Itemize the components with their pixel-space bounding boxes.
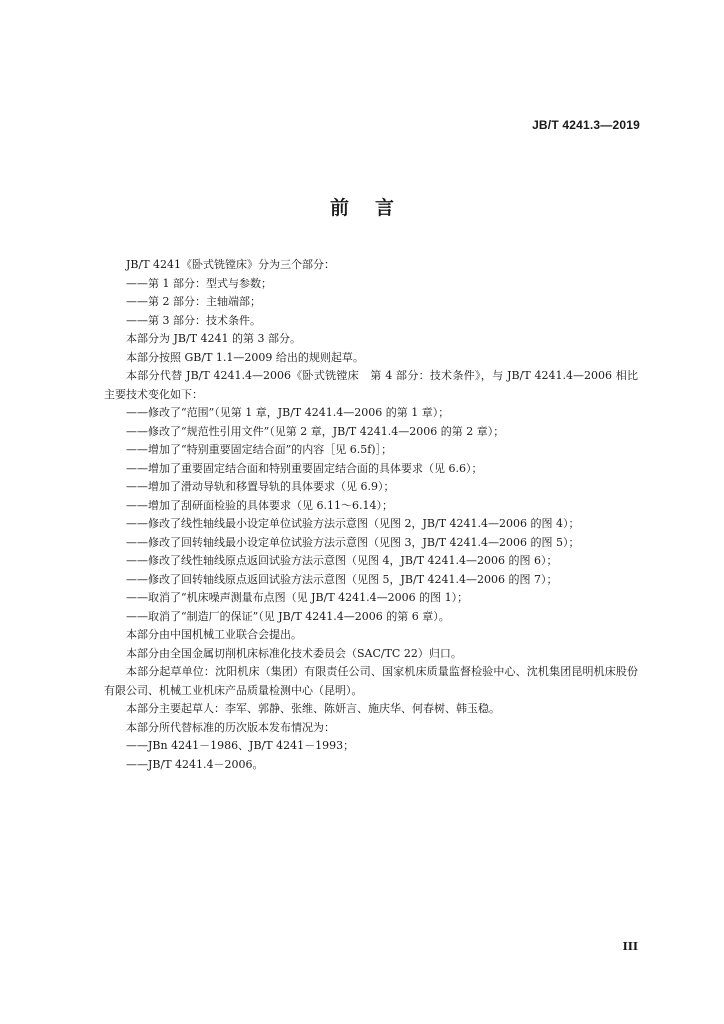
paragraph-this-part: 本部分为 JB/T 4241 的第 3 部分。: [126, 332, 302, 345]
list-item-change: ——取消了“机床噪声测量布点图（见 JB/T 4241.4—2006 的图 1）；: [126, 591, 469, 604]
list-item-part-2: ——第 2 部分：主轴端部；: [126, 295, 261, 308]
list-item-change: ——修改了“范围”（见第 1 章，JB/T 4241.4—2006 的第 1 章）；: [126, 406, 450, 419]
paragraph-administered-by: 本部分由全国金属切削机床标准化技术委员会（SAC/TC 22）归口。: [126, 646, 462, 660]
list-item-part-1: ——第 1 部分：型式与参数；: [126, 276, 272, 290]
list-item-change: ——增加了重要固定结合面和特别重要固定结合面的具体要求（见 6.6）；: [126, 461, 483, 475]
paragraph-proposed-by: 本部分由中国机械工业联合会提出。: [126, 628, 302, 641]
paragraph-drafting-units: 本部分起草单位：沈阳机床（集团）有限责任公司、国家机床质量监督检验中心、沈机集团昆明机床股份有限公司、机械工业机床产品质量检测中心（昆明）。: [104, 665, 638, 697]
page-number: III: [622, 940, 638, 953]
list-item-change: ——修改了线性轴线最小设定单位试验方法示意图（见图 2，JB/T 4241.4—2006 的图 4）；: [126, 517, 580, 530]
list-item-change: ——增加了刮研面检验的具体要求（见 6.11～6.14）；: [126, 498, 393, 512]
paragraph-drafters: 本部分主要起草人：李军、郭静、张维、陈妍言、施庆华、何春树、韩玉稳。: [126, 702, 500, 715]
list-item-change: ——修改了回转轴线原点返回试验方法示意图（见图 5，JB/T 4241.4—2006 的图 7）；: [126, 572, 558, 586]
list-item-change: ——修改了线性轴线原点返回试验方法示意图（见图 4，JB/T 4241.4—2006 的图 6）；: [126, 554, 558, 567]
standard-code-header: JB/T 4241.3—2019: [532, 118, 640, 132]
paragraph-history-intro: 本部分所代替标准的历次版本发布情况为：: [126, 720, 335, 734]
paragraph-drafting-rules: 本部分按照 GB/T 1.1—2009 给出的规则起草。: [126, 350, 364, 364]
paragraph-parts-intro: JB/T 4241《卧式铣镗床》分为三个部分：: [126, 258, 336, 271]
list-item-change: ——增加了滑动导轨和移置导轨的具体要求（见 6.9）；: [126, 480, 395, 493]
page-title: 前言: [329, 197, 420, 219]
paragraph-replaces: 本部分代替 JB/T 4241.4—2006《卧式铣镗床 第 4 部分：技术条件》，与 JB/T 4241.4—2006 相比主要技术变化如下：: [104, 369, 638, 401]
list-item-change: ——增加了“特别重要固定结合面”的内容［见 6.5f)］；: [126, 443, 393, 456]
foreword-body: [104, 256, 638, 774]
list-item-part-3: ——第 3 部分：技术条件。: [126, 313, 261, 327]
list-item-history: ——JBn 4241－1986、JB/T 4241－1993；: [126, 739, 355, 752]
list-item-history: ——JB/T 4241.4－2006。: [126, 757, 264, 771]
list-item-change: ——修改了“规范性引用文件”（见第 2 章，JB/T 4241.4—2006 的第 2 章）；: [126, 424, 505, 438]
list-item-change: ——修改了回转轴线最小设定单位试验方法示意图（见图 3，JB/T 4241.4—2006 的图 5）；: [126, 535, 580, 549]
list-item-change: ——取消了“制造厂的保证”（见 JB/T 4241.4—2006 的第 6 章）。: [126, 609, 450, 623]
